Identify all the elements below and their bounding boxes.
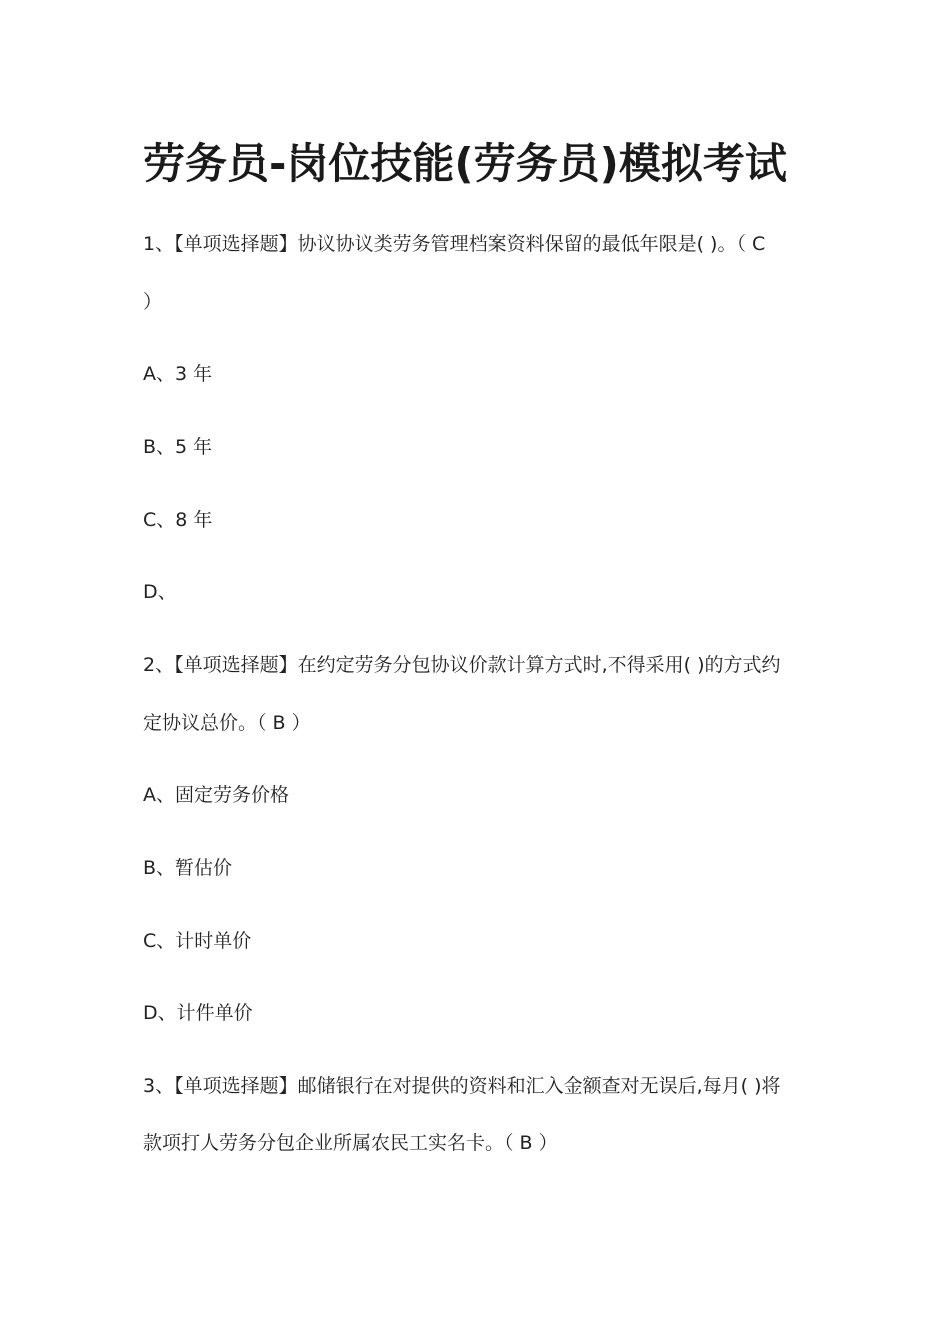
question-2-option-d: D、计件单价: [143, 1002, 253, 1024]
question-1-option-a: A、3 年: [143, 363, 213, 385]
question-1-option-c: C、8 年: [143, 509, 213, 531]
question-1-option-d: D、: [143, 581, 177, 603]
question-2-option-a: A、固定劳务价格: [143, 784, 289, 806]
question-3-text-line-1: 3、【单项选择题】邮储银行在对提供的资料和汇入金额查对无误后,每月( )将: [143, 1075, 781, 1097]
question-3-text-line-2: 款项打人劳务分包企业所属农民工实名卡。（ B ）: [143, 1132, 558, 1154]
question-2-text-line-1: 2、【单项选择题】在约定劳务分包协议价款计算方式时,不得采用( )的方式约: [143, 654, 781, 676]
question-1-text-line-1: 1、【单项选择题】协议协议类劳务管理档案资料保留的最低年限是( )。（ C: [143, 233, 766, 255]
question-2-option-c: C、计时单价: [143, 930, 252, 952]
document-title: 劳务员-岗位技能(劳务员)模拟考试: [143, 139, 787, 188]
question-1-text-line-2: ）: [143, 291, 163, 313]
question-2-text-line-2: 定协议总价。（ B ）: [143, 712, 311, 734]
question-1-option-b: B、5 年: [143, 436, 213, 458]
question-2-option-b: B、暂估价: [143, 857, 233, 879]
